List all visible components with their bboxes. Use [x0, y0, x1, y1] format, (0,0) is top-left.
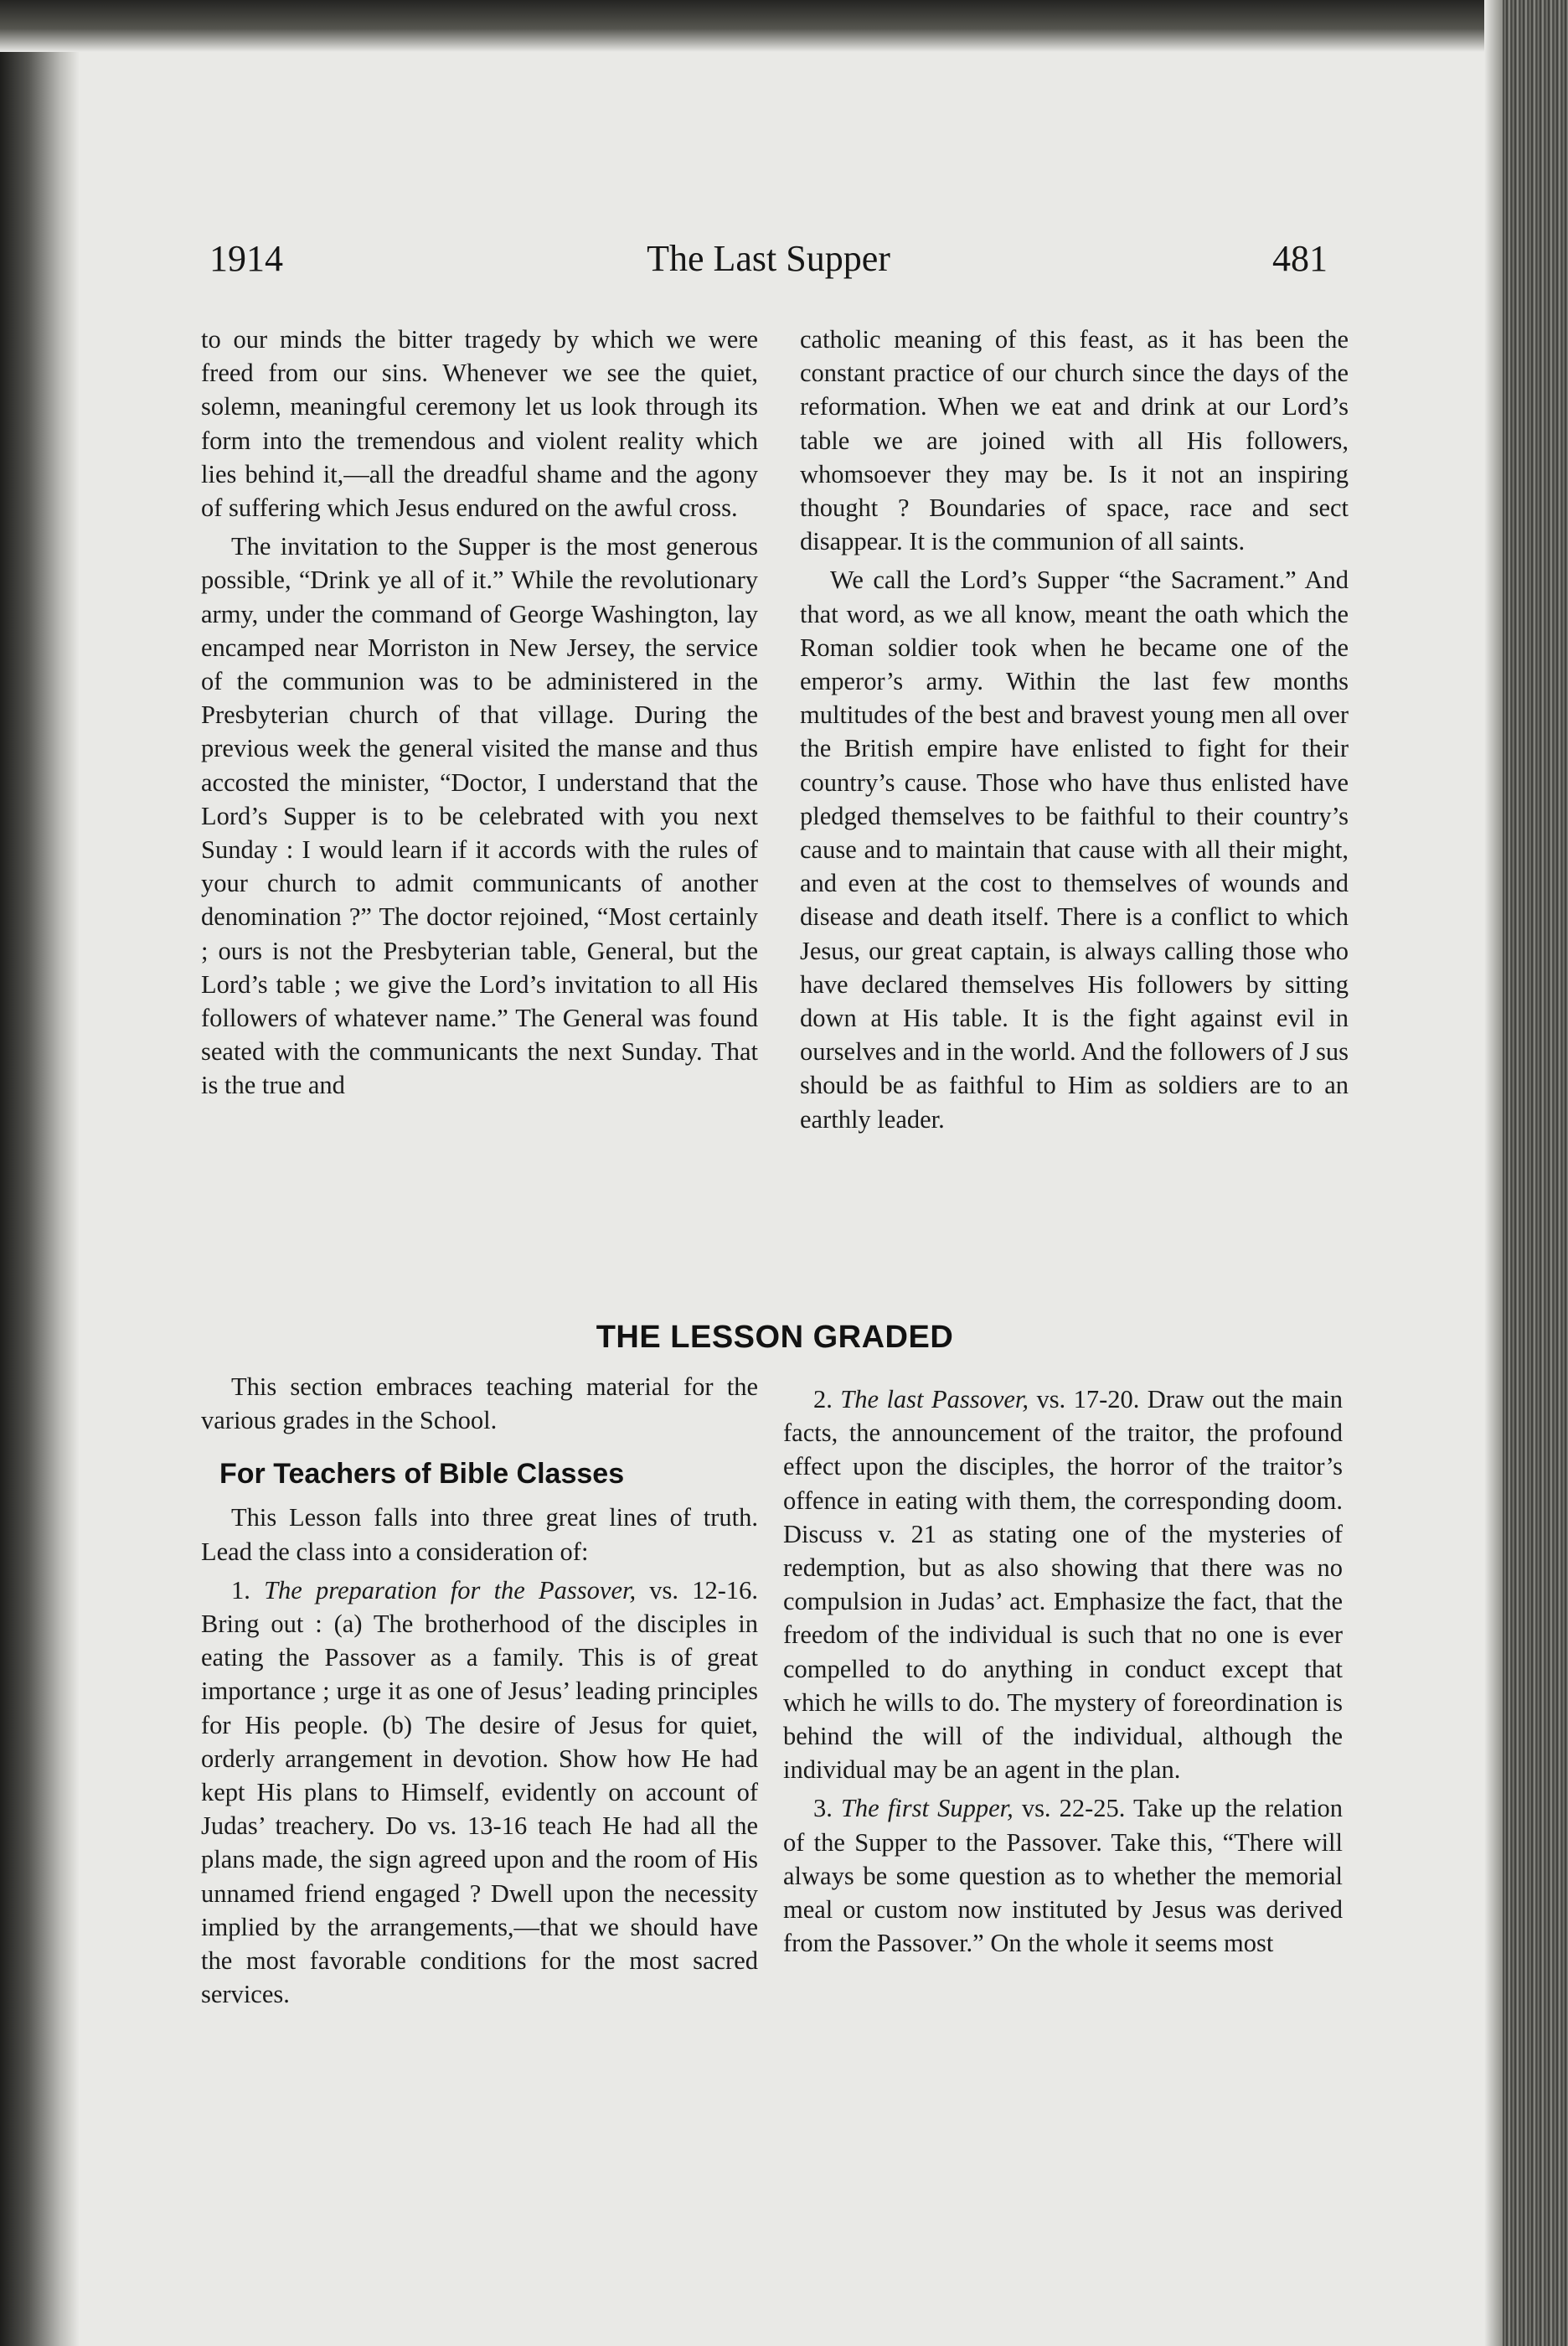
header-year: 1914 — [209, 238, 283, 279]
subheading: For Teachers of Bible Classes — [219, 1458, 625, 1491]
lesson-item-2 — [783, 1382, 1343, 1786]
item-number: 1. — [231, 1575, 250, 1604]
paragraph: We call the Lord’s Supper “the Sacrament.” And that word, as we all know, meant the oath which the Roman soldier took when he became one of the emperor’s army. Within the last few months multitudes of the best and bravest young men all over the British empire have enlisted to fight for their country’s cause. Those who have thus enlisted have pledged themselves to be faithful to their country’s cause and to maintain that cause with all their might, and even at the cost to themselves of wounds and disease and death itself. There is a conflict to which Jesus, our great captain, is always calling those who have declared themselves His followers by sitting down at His table. It is the fight against evil in ourselves and in the world. And the followers of J sus should be as faithful to Him as soldiers are to an earthly leader. — [800, 566, 1349, 1134]
item-title: The first Supper, — [840, 1794, 1014, 1823]
item-body: vs. 17-20. Draw out the main facts, the announcement of the traitor, the profound effect upon the disciples, the horror of the traitor’s offence in eating with them, the corresponding doom. Discuss v. 21 as stating one of the mysteries of redemption, but as also showing that there was no compulsion in Judas’ act. Emphasize the fact, that the freedom of the individual is such that no one is ever compelled to do anything in conduct except that which he wills to do. The mystery of foreordination is behind the will of the individual, although the individual may be an agent in the plan. — [783, 1385, 1344, 1785]
paragraph: This Lesson falls into three great lines of truth. Lead the class into a consideration of: — [201, 1503, 758, 1566]
item-title: The preparation for the Passover, — [264, 1575, 637, 1604]
item-number: 2. — [813, 1385, 833, 1413]
paragraph: catholic meaning of this feast, as it has been the constant practice of our church since the days of the reformation. When we eat and drink at our Lord’s table we are joined with all His followers, whomsoever they may be. Is it not an inspiring thought ? Boundaries of space, race and sect disappear. It is the communion of all saints. — [800, 325, 1349, 556]
column-bottom-right — [783, 1382, 1343, 1965]
book-page-edges — [1503, 0, 1568, 2346]
page-edge-shading — [1484, 0, 1503, 2346]
column-top-right — [800, 323, 1349, 1141]
page-number: 481 — [1272, 238, 1328, 279]
section-intro: This section embraces teaching material for the various grades in the School. — [201, 1372, 758, 1435]
item-number: 3. — [813, 1794, 833, 1823]
scan-top-edge — [0, 0, 1568, 52]
lesson-item-1 — [201, 1573, 758, 2012]
paragraph: to our minds the bitter tragedy by which we were freed from our sins. Whenever we see the quiet, solemn, meaningful ceremony let us look through its form into the tremendous and violent reality which lies behind it,—all the dreadful shame and the agony of suffering which Jesus endured on the awful cross. — [201, 325, 758, 523]
item-body: vs. 12-16. Bring out : (a) The brotherhood of the disciples in eating the Passover as a family. This is of great importance ; urge it as one of Jesus’ leading principles for His people. (b) The desire of Jesus for quiet, orderly arrangement in devotion. Show how He had kept His plans to Himself, evidently on account of Judas’ treachery. Do vs. 13-16 teach He had all the plans made, the sign agreed upon and the room of His unnamed friend engaged ? Dwell upon the necessity implied by the arrangements,—that we should have the most favorable conditions for the most sacred services. — [201, 1575, 759, 2009]
running-head — [209, 237, 1328, 287]
paragraph: The invitation to the Supper is the most generous possible, “Drink ye all of it.” While the revolutionary army, under the command of George Washington, lay encamped near Morriston in New Jersey, the service of the communion was to be administered in the Presbyterian church of that village. During the previous week the general visited the manse and thus accosted the minister, “Doctor, I understand that the Lord’s Supper is to be celebrated with you next Sunday : I would learn if it accords with the rules of your church to admit communicants of another denomination ?” The doctor rejoined, “Most certainly ; ours is not the Presbyterian table, General, but the Lord’s table ; we give the Lord’s invitation to all His followers of whatever name.” The General was found seated with the communicants the next Sunday. That is the true and — [201, 532, 758, 1100]
item-title: The last Passover, — [840, 1385, 1029, 1413]
lesson-item-3 — [783, 1791, 1343, 1960]
section-heading: THE LESSON GRADED — [596, 1320, 954, 1355]
column-bottom-left — [201, 1370, 758, 2016]
item-body: vs. 22-25. Take up the relation of the Supper to the Passover. Take this, “There will always be some question as to whether the memorial meal or custom now instituted by Jesus was derived from the Passover.” On the whole it seems most — [783, 1794, 1343, 1958]
column-top-left — [201, 323, 758, 1108]
header-title: The Last Supper — [647, 238, 890, 279]
book-binding-shadow — [0, 0, 80, 2346]
